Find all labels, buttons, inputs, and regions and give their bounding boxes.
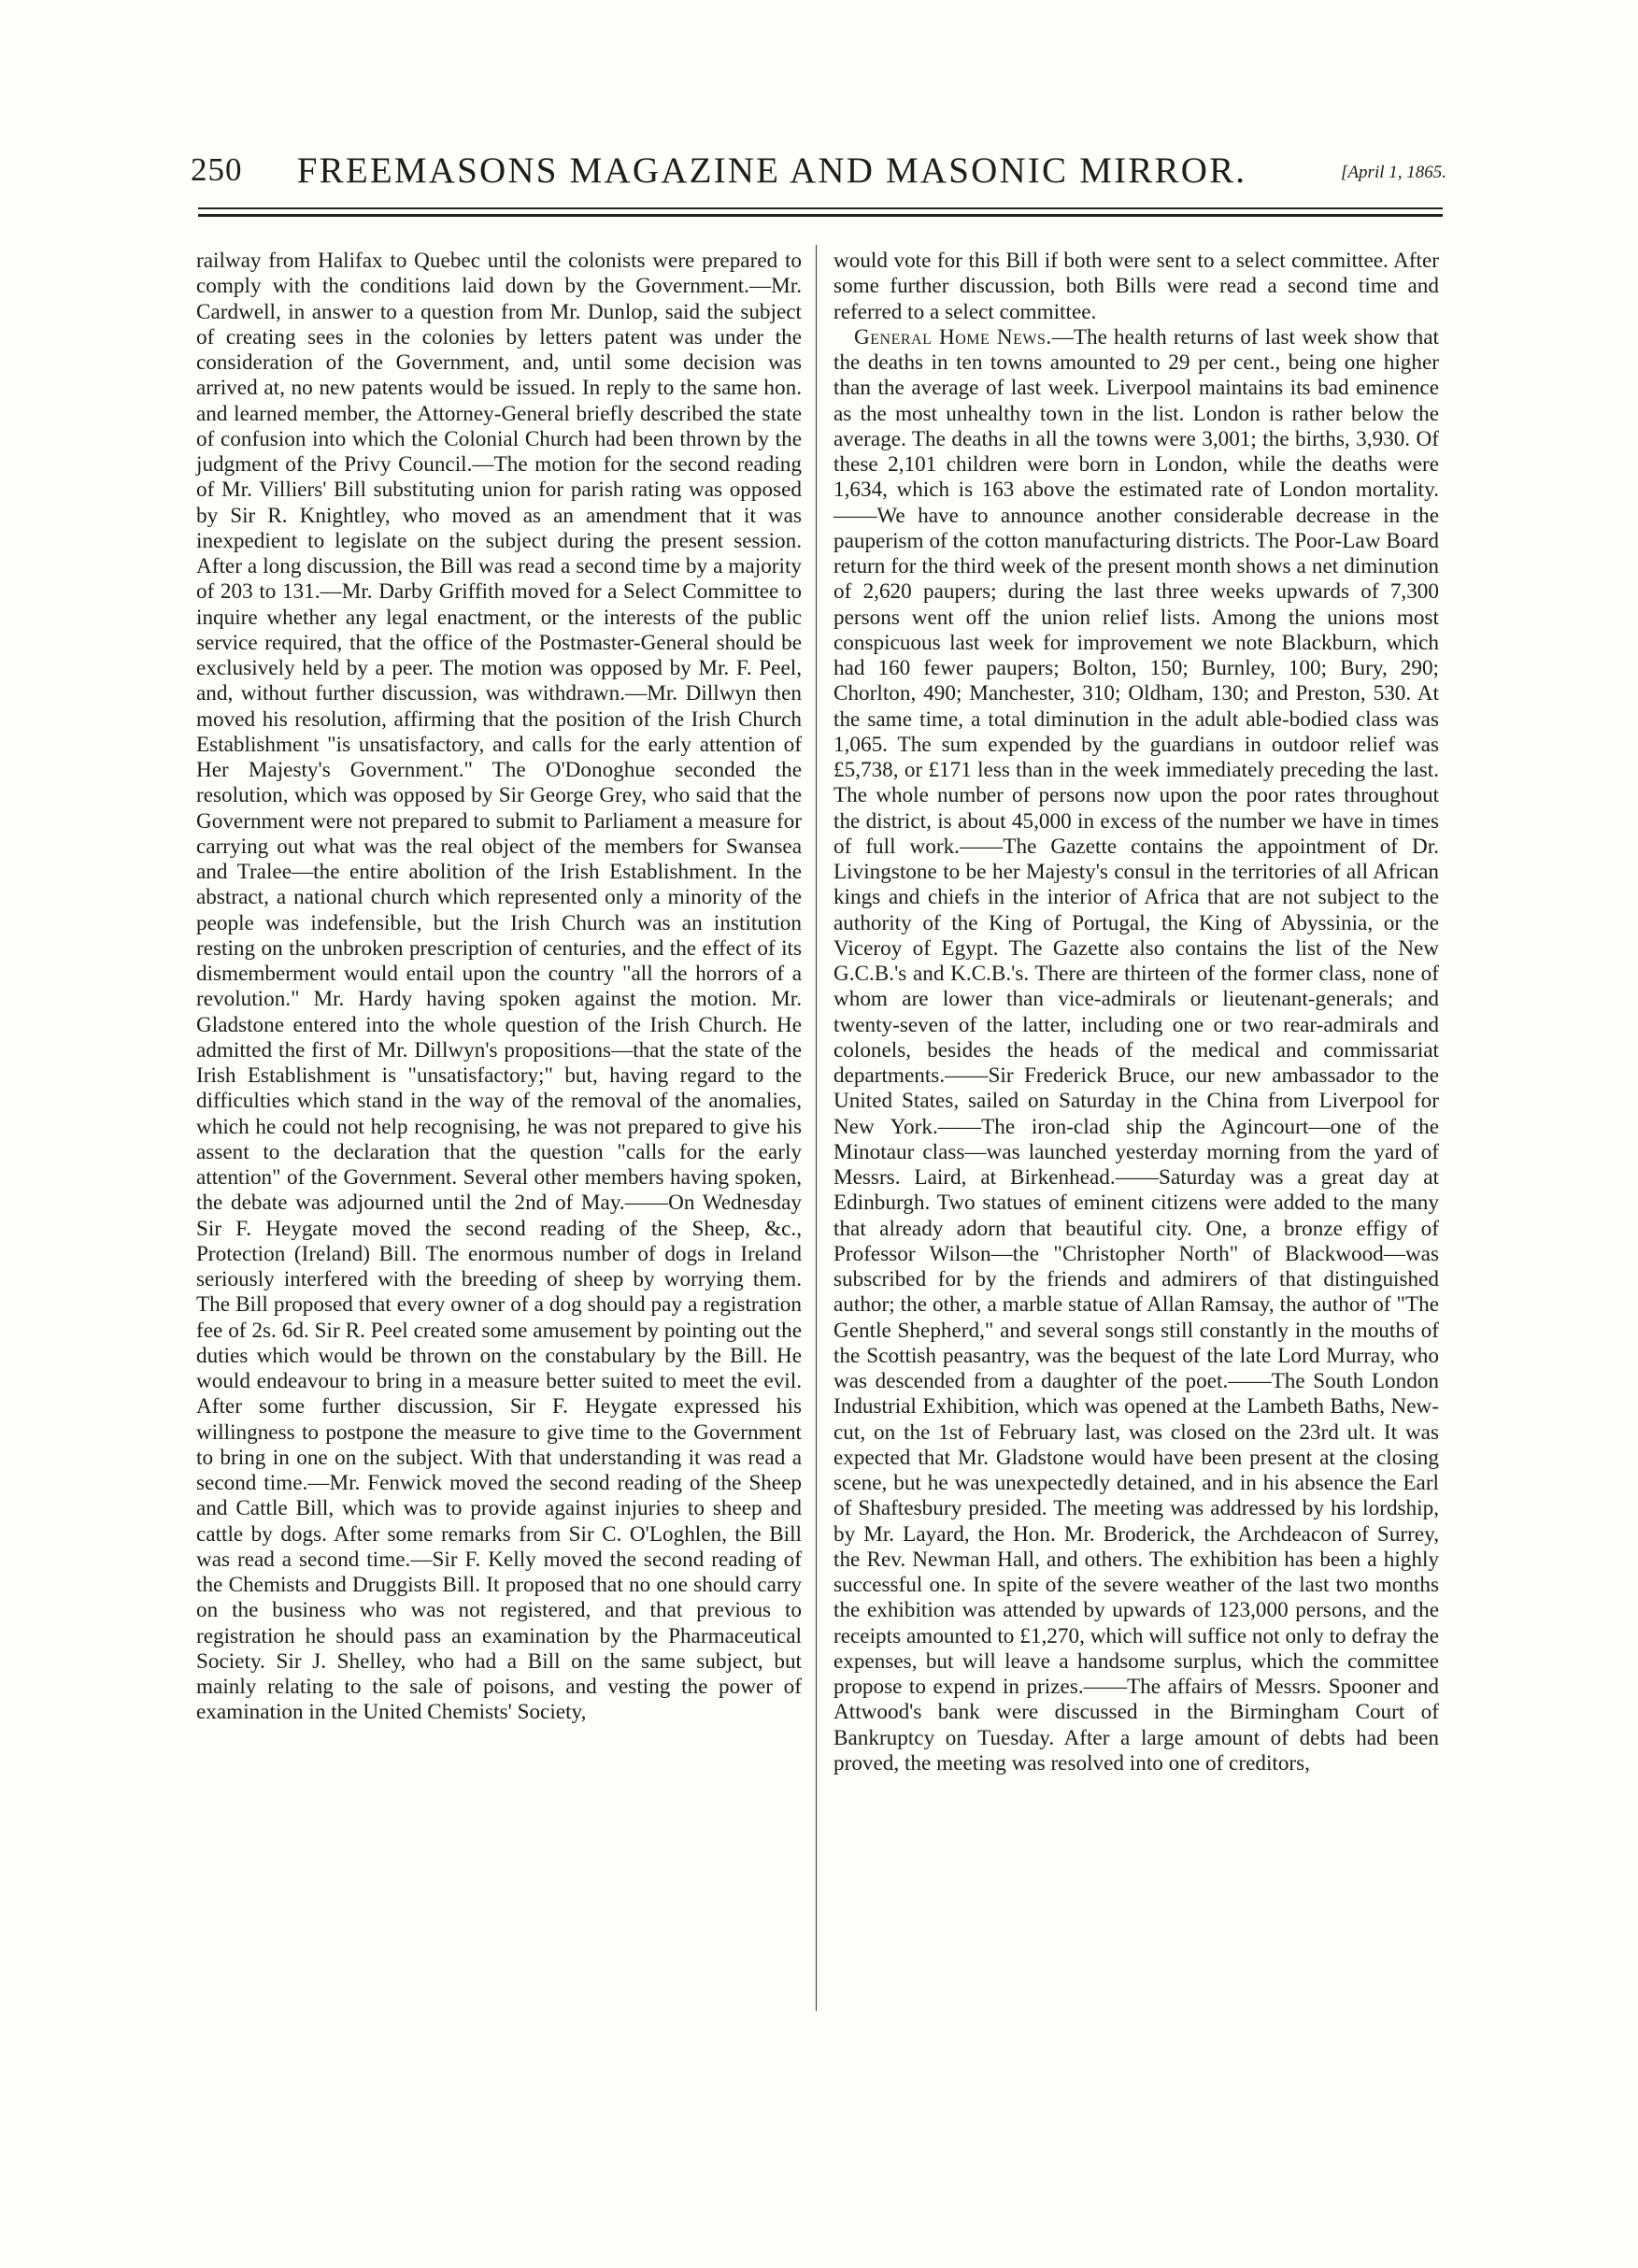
section-heading: General Home News. [854, 324, 1052, 349]
general-home-news-paragraph [833, 325, 1439, 1776]
masthead-title: FREEMASONS MAGAZINE AND MASONIC MIRROR. [296, 150, 1247, 191]
right-column-intro: would vote for this Bill if both were sent to a select committee. After some further discussion, both Bills were read a second time and referred to a select committee. [833, 249, 1439, 324]
general-home-news-body: —The health returns of last week show that the deaths in ten towns amounted to 29 per cent., being one higher than the average of last week. Liverpool maintains its bad eminence as the most unhealthy town in the list. London is rather below the average. The deaths in all the towns were 3,001; the births, 3,930. Of these 2,101 children were born in London, while the deaths were 1,634, which is 163 above the estimated rate of London mortality.——We have to announce another considerable decrease in the pauperism of the cotton manufacturing districts. The Poor-Law Board return for the third week of the present month shows a net diminution of 2,620 paupers; during the last three weeks upwards of 7,300 persons went off the union relief lists. Among the unions most conspicuous last week for improvement we note Blackburn, which had 160 fewer paupers; Bolton, 150; Burnley, 100; Bury, 290; Chorlton, 490; Manchester, 310; Oldham, 130; and Preston, 530. At the same time, a total diminution in the adult able-bodied class was 1,065. The sum expended by the guardians in outdoor relief was £5,738, or £171 less than in the week immediately preceding the last. The whole number of persons now upon the poor rates throughout the district, is about 45,000 in excess of the number we have in times of full work.——The Gazette contains the appointment of Dr. Livingstone to be her Majesty's consul in the territories of all African kings and chiefs in the interior of Africa that are not subject to the authority of the King of Portugal, the King of Abyssinia, or the Viceroy of Egypt. The Gazette also contains the list of the New G.C.B.'s and K.C.B.'s. There are thirteen of the former class, none of whom are lower than vice-admirals or lieutenant-generals; and twenty-seven of the latter, including one or two rear-admirals and colonels, besides the heads of the medical and commissariat departments.——Sir Frederick Bruce, our new ambassador to the United States, sailed on Saturday in the China from Liverpool for New York.——The iron-clad ship the Agincourt—one of the Minotaur class—was launched yesterday morning from the yard of Messrs. Laird, at Birkenhead.——Saturday was a great day at Edinburgh. Two statues of eminent citizens were added to the many that already adorn that beautiful city. One, a bronze effigy of Professor Wilson—the "Christopher North" of Blackwood—was subscribed for by the friends and admirers of that distinguished author; the other, a marble statue of Allan Ramsay, the author of "The Gentle Shepherd," and several songs still constantly in the mouths of the Scottish peasantry, was the bequest of the late Lord Murray, who was descended from a daughter of the poet.——The South London Industrial Exhibition, which was opened at the Lambeth Baths, New-cut, on the 1st of February last, was closed on the 23rd ult. It was expected that Mr. Gladstone would have been present at the closing scene, but he was unexpectedly detained, and in his absence the Earl of Shaftesbury presided. The meeting was addressed by his lordship, by Mr. Layard, the Hon. Mr. Broderick, the Archdeacon of Surrey, the Rev. Newman Hall, and others. The exhibition has been a highly successful one. In spite of the severe weather of the last two months the exhibition was attended by upwards of 123,000 persons, and the receipts amounted to £1,270, which will suffice not only to defray the expenses, but will leave a handsome surplus, which the committee propose to expend in prizes.——The affairs of Messrs. Spooner and Attwood's bank were discussed in the Birmingham Court of Bankruptcy on Tuesday. After a large amount of debts had been proved, the meeting was resolved into one of creditors, [833, 324, 1439, 1776]
right-column [833, 249, 1439, 1776]
left-column [196, 249, 802, 1726]
header-rule-thin [198, 207, 1443, 209]
left-column-text: railway from Halifax to Quebec until the colonists were prepared to comply with the conditions laid down by the Government.—Mr. Cardwell, in answer to a question from Mr. Dunlop, said the subject of creating sees in the colonies by letters patent was under the consideration of the Government, and, until some decision was arrived at, no new patents would be issued. In reply to the same hon. and learned member, the Attorney-General briefly described the state of confusion into which the Colonial Church had been thrown by the judgment of the Privy Council.—The motion for the second reading of Mr. Villiers' Bill substituting union for parish rating was opposed by Sir R. Knightley, who moved as an amendment that it was inexpedient to legislate on the subject during the present session. After a long discussion, the Bill was read a second time by a majority of 203 to 131.—Mr. Darby Griffith moved for a Select Committee to inquire whether any legal enactment, or the interests of the public service required, that the office of the Postmaster-General should be exclusively held by a peer. The motion was opposed by Mr. F. Peel, and, without further discussion, was withdrawn.—Mr. Dillwyn then moved his resolution, affirming that the position of the Irish Church Establishment "is unsatisfactory, and calls for the early attention of Her Majesty's Government." The O'Donoghue seconded the resolution, which was opposed by Sir George Grey, who said that the Government were not prepared to submit to Parliament a measure for carrying out what was the real object of the members for Swansea and Tralee—the entire abolition of the Irish Establishment. In the abstract, a national church which represented only a minority of the people was indefensible, but the Irish Church was an institution resting on the unbroken prescription of centuries, and the effect of its dismemberment would entail upon the country "all the horrors of a revolution." Mr. Hardy having spoken against the motion. Mr. Gladstone entered into the whole question of the Irish Church. He admitted the first of Mr. Dillwyn's propositions—that the state of the Irish Establishment is "unsatisfactory;" but, having regard to the difficulties which stand in the way of the removal of the anomalies, which he could not help recognising, he was not prepared to give his assent to the declaration that the question "calls for the early attention" of the Government. Several other members having spoken, the debate was adjourned until the 2nd of May.——On Wednesday Sir F. Heygate moved the second reading of the Sheep, &c., Protection (Ireland) Bill. The enormous number of dogs in Ireland seriously interfered with the breeding of sheep by worrying them. The Bill proposed that every owner of a dog should pay a registration fee of 2s. 6d. Sir R. Peel created some amusement by pointing out the duties which would be thrown on the constabulary by the Bill. He would endeavour to bring in a measure better suited to meet the evil. After some further discussion, Sir F. Heygate expressed his willingness to postpone the measure to give time to the Government to bring in one on the subject. With that understanding it was read a second time.—Mr. Fenwick moved the second reading of the Sheep and Cattle Bill, which was to provide against injuries to sheep and cattle by dogs. After some remarks from Sir C. O'Loghlen, the Bill was read a second time.—Sir F. Kelly moved the second reading of the Chemists and Druggists Bill. It proposed that no one should carry on the business who was not registered, and that previous to registration he should pass an examination by the Pharmaceutical Society. Sir J. Shelley, who had a Bill on the same subject, but mainly relating to the sale of poisons, and vesting the power of examination in the United Chemists' Society, [196, 249, 802, 1725]
column-divider [816, 245, 817, 2011]
page-number: 250 [191, 151, 243, 188]
page-header [191, 150, 1446, 202]
issue-date: [April 1, 1865. [1341, 163, 1446, 182]
header-rule-thick [198, 214, 1443, 217]
